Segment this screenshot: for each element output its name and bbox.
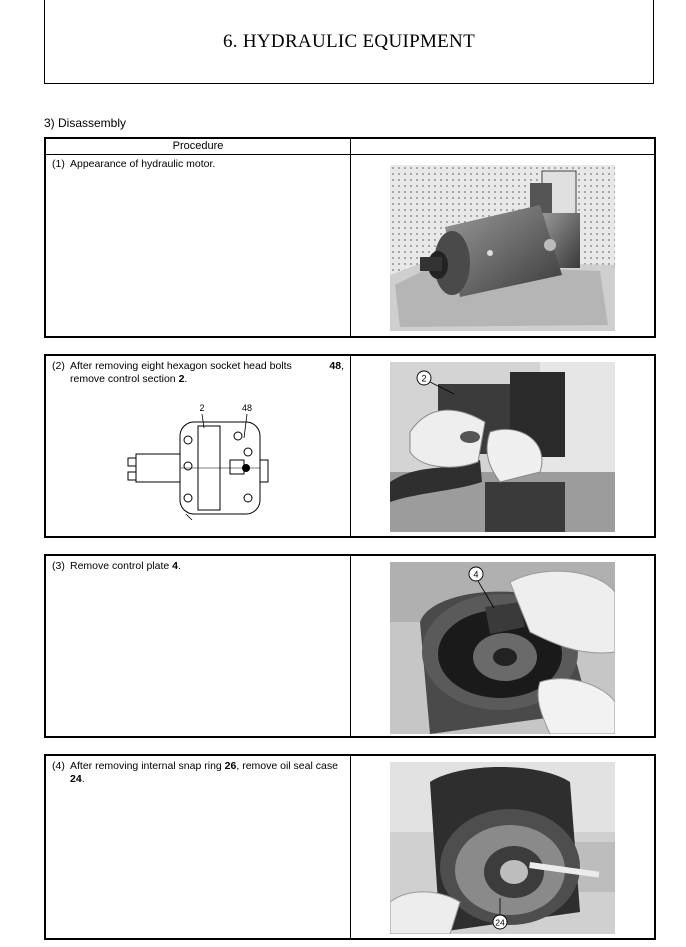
step-4-text-a: After removing internal snap ring	[70, 760, 225, 772]
step-4-text-c: .	[81, 773, 85, 785]
step-4-number: (4)	[52, 760, 65, 772]
part-number-4: 4	[172, 560, 178, 572]
step-1-number: (1)	[52, 158, 65, 170]
part-number-24: 24	[70, 773, 82, 785]
step-3	[44, 554, 656, 738]
photo-callout-2: 2	[421, 373, 427, 384]
step-3-text	[52, 560, 344, 573]
step-4-text-b: , remove oil seal case	[236, 760, 338, 772]
step-2-text-a: After removing eight hexagon socket head bolts	[70, 360, 292, 372]
column-divider	[350, 556, 351, 736]
column-divider	[350, 139, 351, 336]
step-1	[44, 137, 656, 338]
step-3-number: (3)	[52, 560, 65, 572]
step-2-text-c: remove control section	[70, 373, 179, 385]
step-3-text-b: .	[177, 560, 181, 572]
part-number-2: 2	[178, 373, 185, 385]
column-divider	[350, 356, 351, 536]
step-1-text	[52, 158, 344, 171]
step-2-number: (2)	[52, 360, 65, 372]
step-2-text	[52, 360, 344, 386]
photo-callout-24: 24	[495, 917, 505, 928]
remove-control-plate-photo	[390, 562, 615, 734]
step-2-text-d: .	[184, 373, 188, 385]
step-4	[44, 754, 656, 940]
hydraulic-motor-photo	[390, 165, 615, 331]
photo-callout-4: 4	[473, 569, 479, 580]
part-number-48: 48	[329, 360, 342, 372]
column-divider	[350, 756, 351, 938]
chapter-title: 6. HYDRAULIC EQUIPMENT	[222, 31, 475, 52]
figure-column-header	[351, 139, 654, 155]
step-2	[44, 354, 656, 538]
step-1-description: Appearance of hydraulic motor.	[70, 158, 216, 170]
section-title: 3) Disassembly	[44, 116, 127, 130]
diagram-label-48: 48	[241, 403, 253, 413]
chapter-header	[44, 0, 654, 84]
part-number-26: 26	[224, 760, 237, 772]
remove-oil-seal-case-photo	[390, 762, 615, 934]
step-3-text-a: Remove control plate	[70, 560, 173, 572]
step-4-text	[52, 760, 344, 786]
procedure-column-header: Procedure	[46, 139, 350, 155]
diagram-label-2: 2	[199, 403, 205, 413]
control-section-diagram	[126, 400, 271, 520]
step-2-text-b: ,	[341, 360, 344, 372]
remove-control-section-photo	[390, 362, 615, 532]
